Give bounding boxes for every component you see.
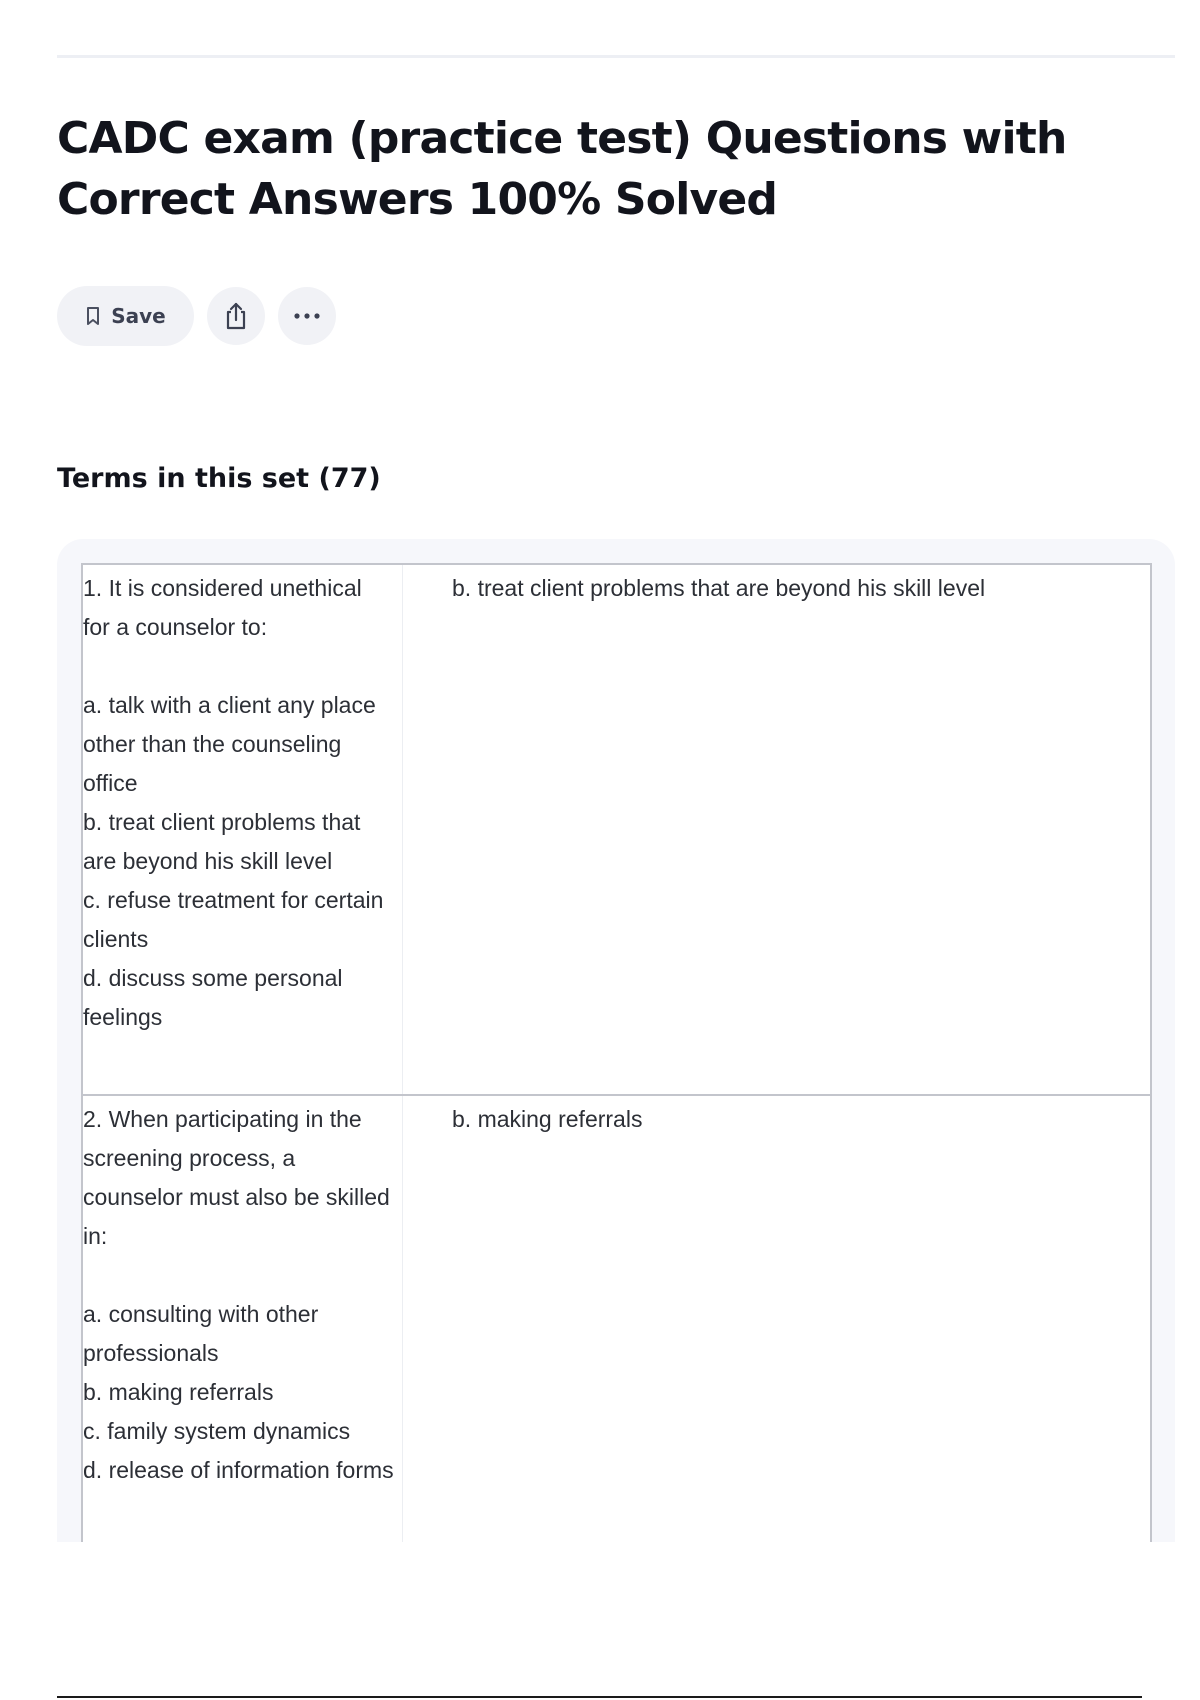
- save-button[interactable]: [57, 286, 194, 346]
- term-row[interactable]: [83, 1094, 1150, 1542]
- more-options-icon: [292, 312, 322, 320]
- term-question: 2. When participating in the screening process, a counselor must also be skilled in: a. consulting with other professionals b. making referrals c. family system dynamics d. release of information forms: [83, 1096, 403, 1542]
- action-bar: [57, 286, 336, 346]
- term-question: 1. It is considered unethical for a counselor to: a. talk with a client any place other than the counseling office b. treat client problems that are beyond his skill level c. refuse treatment for certain clients d. discuss some personal feelings: [83, 565, 403, 1094]
- bookmark-icon: [85, 306, 101, 326]
- share-button[interactable]: [207, 287, 265, 345]
- top-divider: [57, 55, 1175, 58]
- term-answer: b. making referrals: [452, 1106, 643, 1132]
- term-answer: b. treat client problems that are beyond his skill level: [452, 575, 986, 601]
- term-row[interactable]: [83, 565, 1150, 1094]
- terms-heading: Terms in this set (77): [57, 463, 381, 494]
- share-icon: [222, 301, 250, 331]
- bottom-divider: [57, 1696, 1142, 1698]
- save-button-label: Save: [111, 304, 166, 328]
- page-title: CADC exam (practice test) Questions with Correct Answers 100% Solved: [57, 113, 1067, 225]
- more-options-button[interactable]: [278, 287, 336, 345]
- terms-table: [81, 563, 1152, 1542]
